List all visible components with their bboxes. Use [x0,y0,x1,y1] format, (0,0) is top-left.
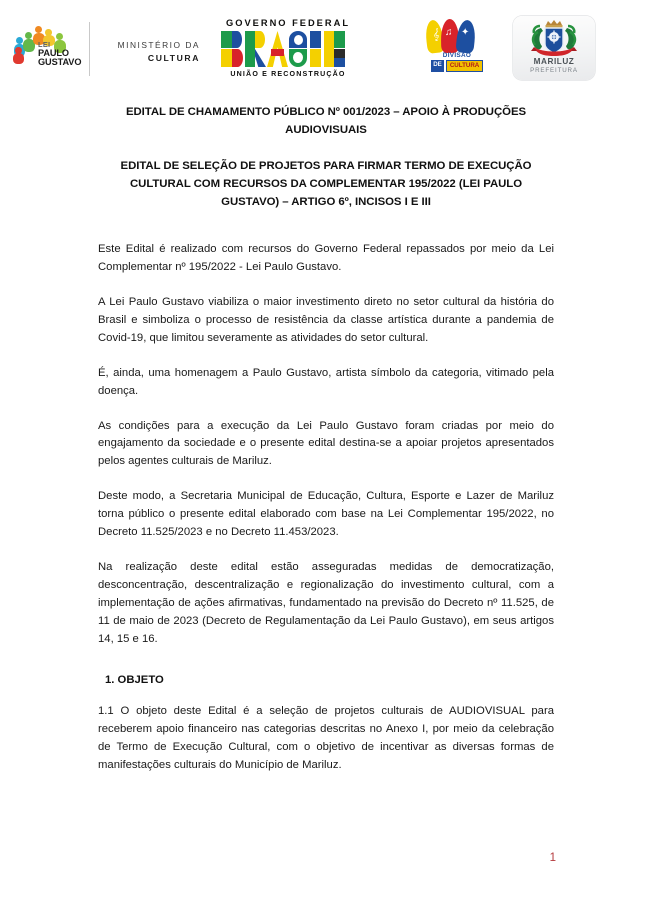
page-number: 1 [549,852,556,864]
document-title-primary: EDITAL DE CHAMAMENTO PÚBLICO Nº 001/2023 – APOIO À PRODUÇÕES AUDIOVISUAIS [125,106,527,136]
paragraph: Deste modo, a Secretaria Municipal de Educação, Cultura, Esporte e Lazer de Mariluz torna público o presente edital elaborado com base na Lei Complementar 195/2022, no Decreto 11.525/2023 e no Decreto 11.453/2023. [98,490,554,539]
ministerio-line-1: MINISTÉRIO DA [117,40,200,50]
brasil-wordmark-icon [218,31,358,67]
mariluz-prefeitura-label: PREFEITURA [530,66,578,74]
uniao-reconstrucao-label: UNIÃO E RECONSTRUÇÃO [230,70,346,78]
governo-federal-label: GOVERNO FEDERAL [225,18,350,28]
paragraph: É, ainda, uma homenagem a Paulo Gustavo, artista símbolo da categoria, vitimado pela doença. [98,366,554,397]
paragraph: Este Edital é realizado com recursos do Governo Federal repassados por meio da Lei Complementar nº 195/2022 - Lei Paulo Gustavo. [98,243,554,274]
section-heading-objeto: 1. OBJETO [105,674,164,687]
document-header-logos [0,0,651,96]
coat-of-arms-icon [528,20,580,58]
lpg-paulo-label: PAULO [38,47,69,58]
paragraph: Na realização deste edital estão asseguradas medidas de democratização, desconcentração, descentralização e regionalização do investimento cultural, com a implementação de ações afirmativas, fundamentado na previsão do Decreto nº 11.525, de 11 de maio de 2023 (Decreto de Regulamentação da Lei Paulo Gustavo), em seus artigos 14, 15 e 16. [98,560,554,645]
paragraph: A Lei Paulo Gustavo viabiliza o maior investimento direto no setor cultural da história do Brasil e simboliza o processo de resistência da classe artística durante a pandemia de Covid-19, que limitou severamente as atividades do setor cultural. [98,296,554,344]
mariluz-prefeitura-logo [513,16,595,80]
ministerio-line-2: CULTURA [147,52,200,63]
divisao-label: DIVISÃO [442,52,472,59]
lei-paulo-gustavo-logo [14,24,80,78]
divisao-de-box: DE [431,60,445,72]
paragraph: As condições para a execução da Lei Paulo Gustavo foram criadas por meio do engajamento da sociedade e o presente edital destina-se a apoiar projetos apresentados pelos agentes culturais de Mariluz. [98,419,554,468]
governo-federal-brasil-logo [218,18,358,82]
divisao-de-cultura-logo: 𝄞 ♫ ✦ DIVISÃO DE CULTURA [421,19,493,79]
document-body [98,104,554,786]
paragraph-1-1: 1.1 O objeto deste Edital é a seleção de projetos culturais de AUDIOVISUAL para receberem apoio financeiro nas categorias descritas no Anexo I, por meio da celebração de Termo de Execução Cultural, com o objetivo de incentivar as diversas formas de manifestações culturais do Município de Mariluz. [98,705,554,772]
mariluz-name-label: MARILUZ [533,57,575,66]
document-title-secondary: EDITAL DE SELEÇÃO DE PROJETOS PARA FIRMAR TERMO DE EXECUÇÃO CULTURAL COM RECURSOS DA COMPLEMENTAR 195/2022 (LEI PAULO GUSTAVO) – ARTIGO 6º, INCISOS I E III [120,160,532,208]
header-vertical-divider [89,22,90,76]
lpg-gustavo-label: GUSTAVO [38,56,82,67]
lpg-lei-label: LEI [38,40,51,49]
divisao-cultura-box: CULTURA [446,60,483,72]
ministerio-da-cultura-logo [104,40,200,64]
